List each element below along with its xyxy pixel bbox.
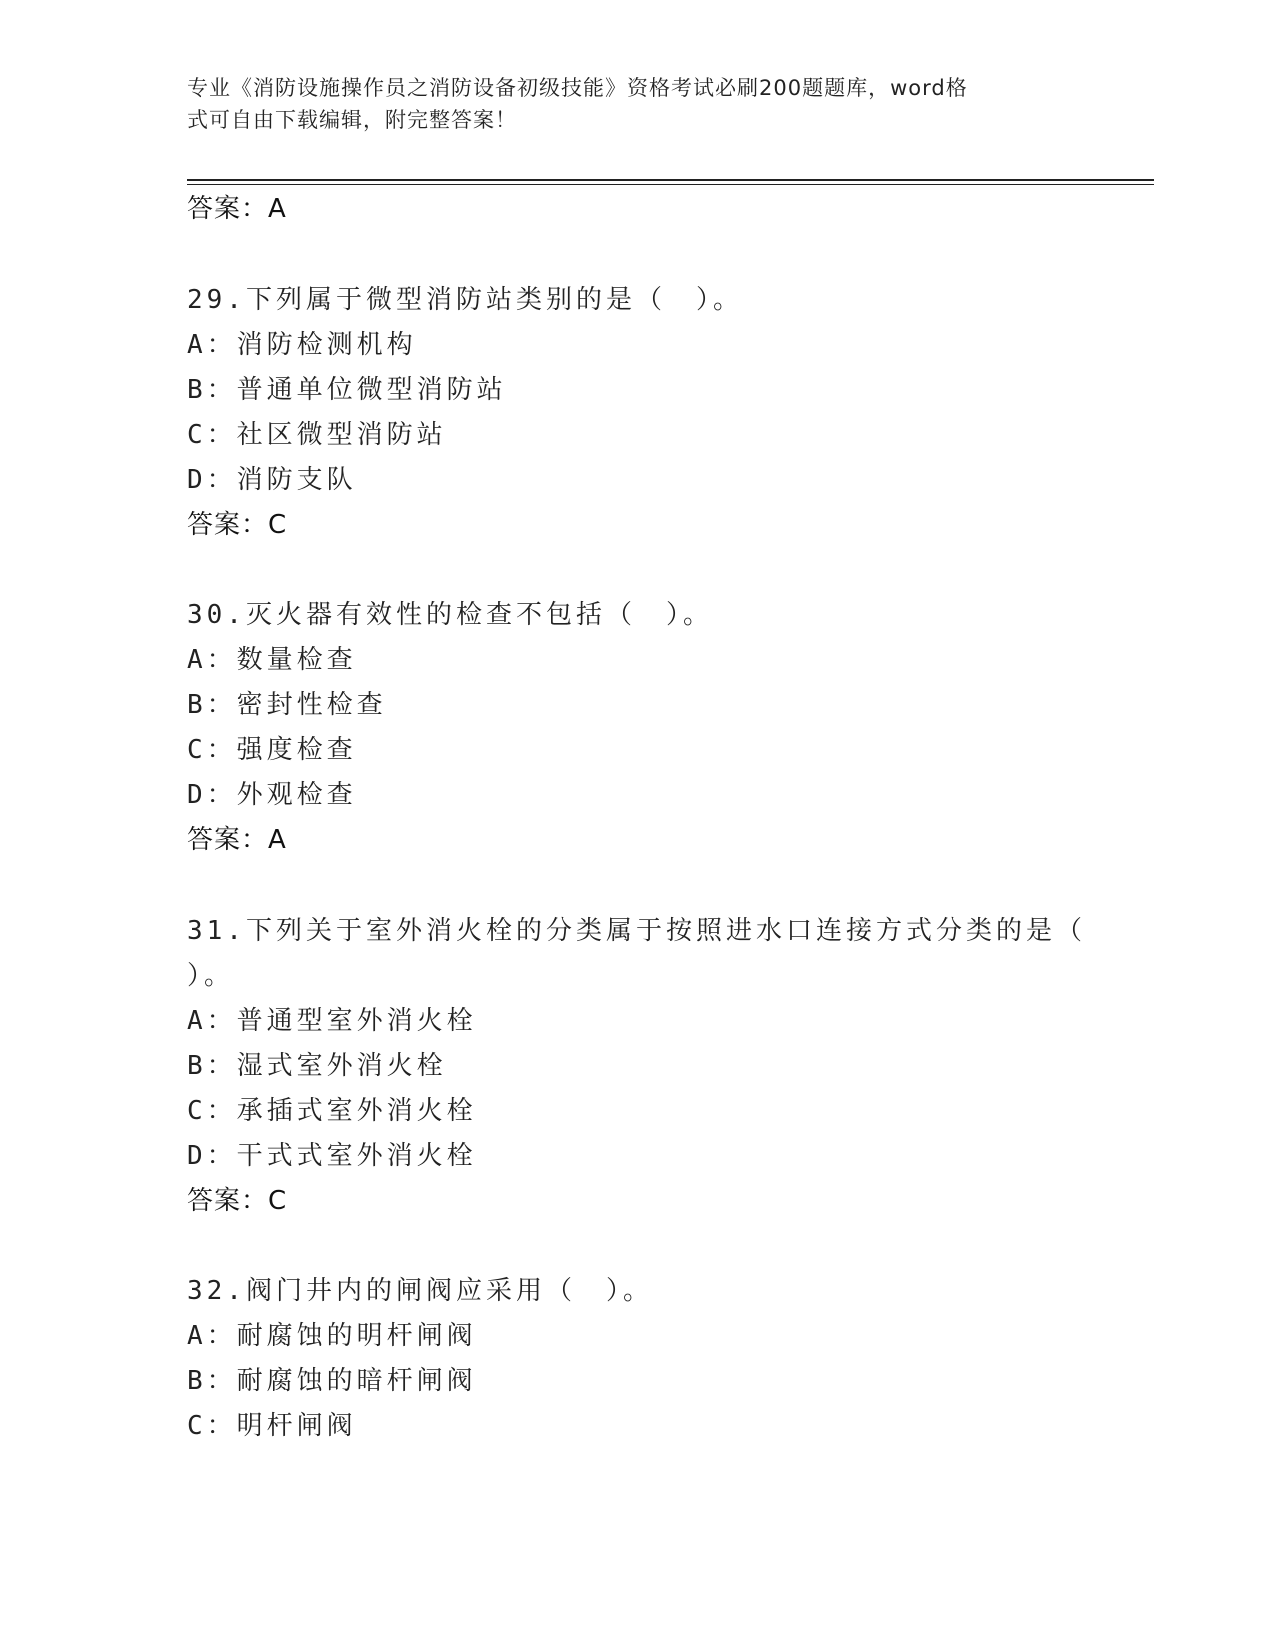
question-31-option-d: D：干式式室外消火栓 <box>187 1141 477 1171</box>
question-29-option-d: D：消防支队 <box>187 465 357 495</box>
answer-30: 答案：A <box>187 825 287 855</box>
question-31-option-a: A：普通型室外消火栓 <box>187 1006 477 1036</box>
answer-28: 答案：A <box>187 194 287 224</box>
question-29-stem: 29.下列属于微型消防站类别的是（ ）。 <box>187 285 743 315</box>
question-29-option-b: B：普通单位微型消防站 <box>187 375 507 405</box>
answer-31: 答案：C <box>187 1186 288 1216</box>
question-30-option-d: D：外观检查 <box>187 780 357 810</box>
question-32-option-c: C：明杆闸阀 <box>187 1411 357 1441</box>
header-divider-thick <box>187 179 1154 181</box>
question-32-stem: 32.阀门井内的闸阀应采用（ ）。 <box>187 1276 653 1306</box>
question-30-stem: 30.灭火器有效性的检查不包括（ ）。 <box>187 600 713 630</box>
question-31-option-c: C：承插式室外消火栓 <box>187 1096 477 1126</box>
document-header <box>187 72 1087 136</box>
question-32-option-b: B：耐腐蚀的暗杆闸阀 <box>187 1366 477 1396</box>
question-31-option-b: B：湿式室外消火栓 <box>187 1051 447 1081</box>
question-31-stem-line-1: 31.下列关于室外消火栓的分类属于按照进水口连接方式分类的是（ <box>187 916 1086 946</box>
question-31-stem-line-2: ）。 <box>187 961 235 991</box>
answer-29: 答案：C <box>187 510 288 540</box>
question-30-option-b: B：密封性检查 <box>187 690 387 720</box>
header-divider-thin <box>187 184 1154 185</box>
question-29-option-a: A：消防检测机构 <box>187 330 417 360</box>
header-line-1: 专业《消防设施操作员之消防设备初级技能》资格考试必刷200题题库，word格 <box>187 76 968 100</box>
question-32-option-a: A：耐腐蚀的明杆闸阀 <box>187 1321 477 1351</box>
question-30-option-c: C：强度检查 <box>187 735 357 765</box>
question-29-option-c: C：社区微型消防站 <box>187 420 447 450</box>
question-30-option-a: A：数量检查 <box>187 645 357 675</box>
header-line-2: 式可自由下载编辑，附完整答案！ <box>187 108 517 132</box>
